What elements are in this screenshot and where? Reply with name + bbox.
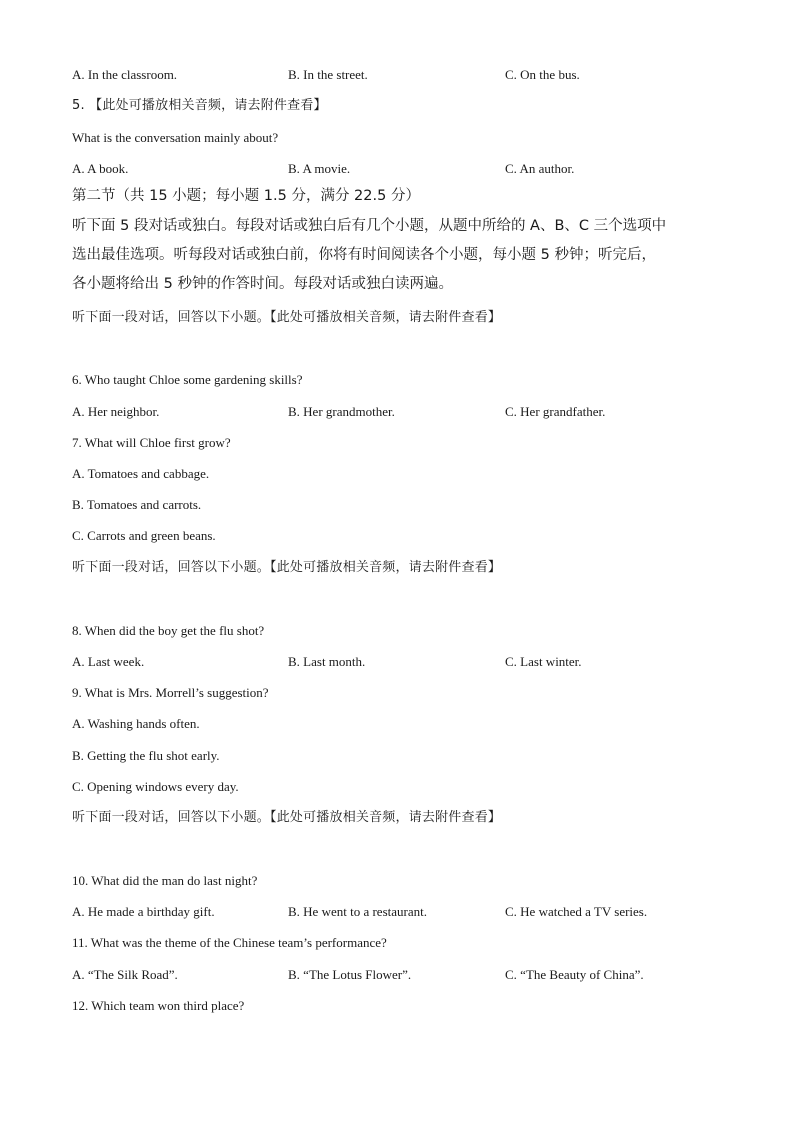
q5-option-b: B. A movie. [288,161,351,176]
section-instruction-line-3: 各小题将给出 5 秒钟的作答时间。每段对话或独白读两遍。 [72,276,453,292]
q11-option-b: B. “The Lotus Flower”. [288,967,412,982]
q9-option-c: C. Opening windows every day. [72,779,239,794]
q8-option-c: C. Last winter. [505,654,582,669]
option-a: A. In the classroom. [72,67,178,82]
q5-option-c: C. An author. [505,161,575,176]
q5-option-a: A. A book. [72,161,129,176]
q11-option-a: A. “The Silk Road”. [72,967,178,982]
q7-option-b: B. Tomatoes and carrots. [72,497,202,512]
q7-option-c: C. Carrots and green beans. [72,528,216,543]
q9-option-a: A. Washing hands often. [72,716,200,731]
q6-option-a: A. Her neighbor. [72,404,160,419]
q6-option-c: C. Her grandfather. [505,404,606,419]
section-instruction-line-2: 选出最佳选项。听每段对话或独白前，你将有时间阅读各个小题，每小题 5 秒钟；听完后， [72,247,656,263]
section-heading: 第二节（共 15 小题；每小题 1.5 分，满分 22.5 分） [72,188,420,204]
q5-question: What is the conversation mainly about? [72,130,279,145]
q9-option-b: B. Getting the flu shot early. [72,748,220,763]
audio-prompt[interactable]: 听下面一段对话，回答以下小题。【此处可播放相关音频，请去附件查看】 [72,810,502,825]
q10-option-b: B. He went to a restaurant. [288,904,427,919]
option-b: B. In the street. [288,67,368,82]
option-c: C. On the bus. [505,67,580,82]
q10-option-a: A. He made a birthday gift. [72,904,215,919]
q12-question: 12. Which team won third place? [72,998,245,1013]
q5-audio-label[interactable]: 5. 【此处可播放相关音频，请去附件查看】 [72,98,327,113]
audio-prompt[interactable]: 听下面一段对话，回答以下小题。【此处可播放相关音频，请去附件查看】 [72,560,502,575]
q7-question: 7. What will Chloe first grow? [72,435,231,450]
q10-question: 10. What did the man do last night? [72,873,258,888]
q7-option-a: A. Tomatoes and cabbage. [72,466,210,481]
q8-question: 8. When did the boy get the flu shot? [72,623,265,638]
q9-question: 9. What is Mrs. Morrell’s suggestion? [72,685,269,700]
q10-option-c: C. He watched a TV series. [505,904,648,919]
q8-option-b: B. Last month. [288,654,366,669]
q6-question: 6. Who taught Chloe some gardening skills? [72,372,303,387]
audio-prompt[interactable]: 听下面一段对话，回答以下小题。【此处可播放相关音频，请去附件查看】 [72,310,502,325]
q6-option-b: B. Her grandmother. [288,404,395,419]
section-instruction-line-1: 听下面 5 段对话或独白。每段对话或独白后有几个小题，从题中所给的 A、B、C 三个选项中 [72,218,667,234]
q11-question: 11. What was the theme of the Chinese team’s performance? [72,935,387,950]
q11-option-c: C. “The Beauty of China”. [505,967,644,982]
q8-option-a: A. Last week. [72,654,145,669]
